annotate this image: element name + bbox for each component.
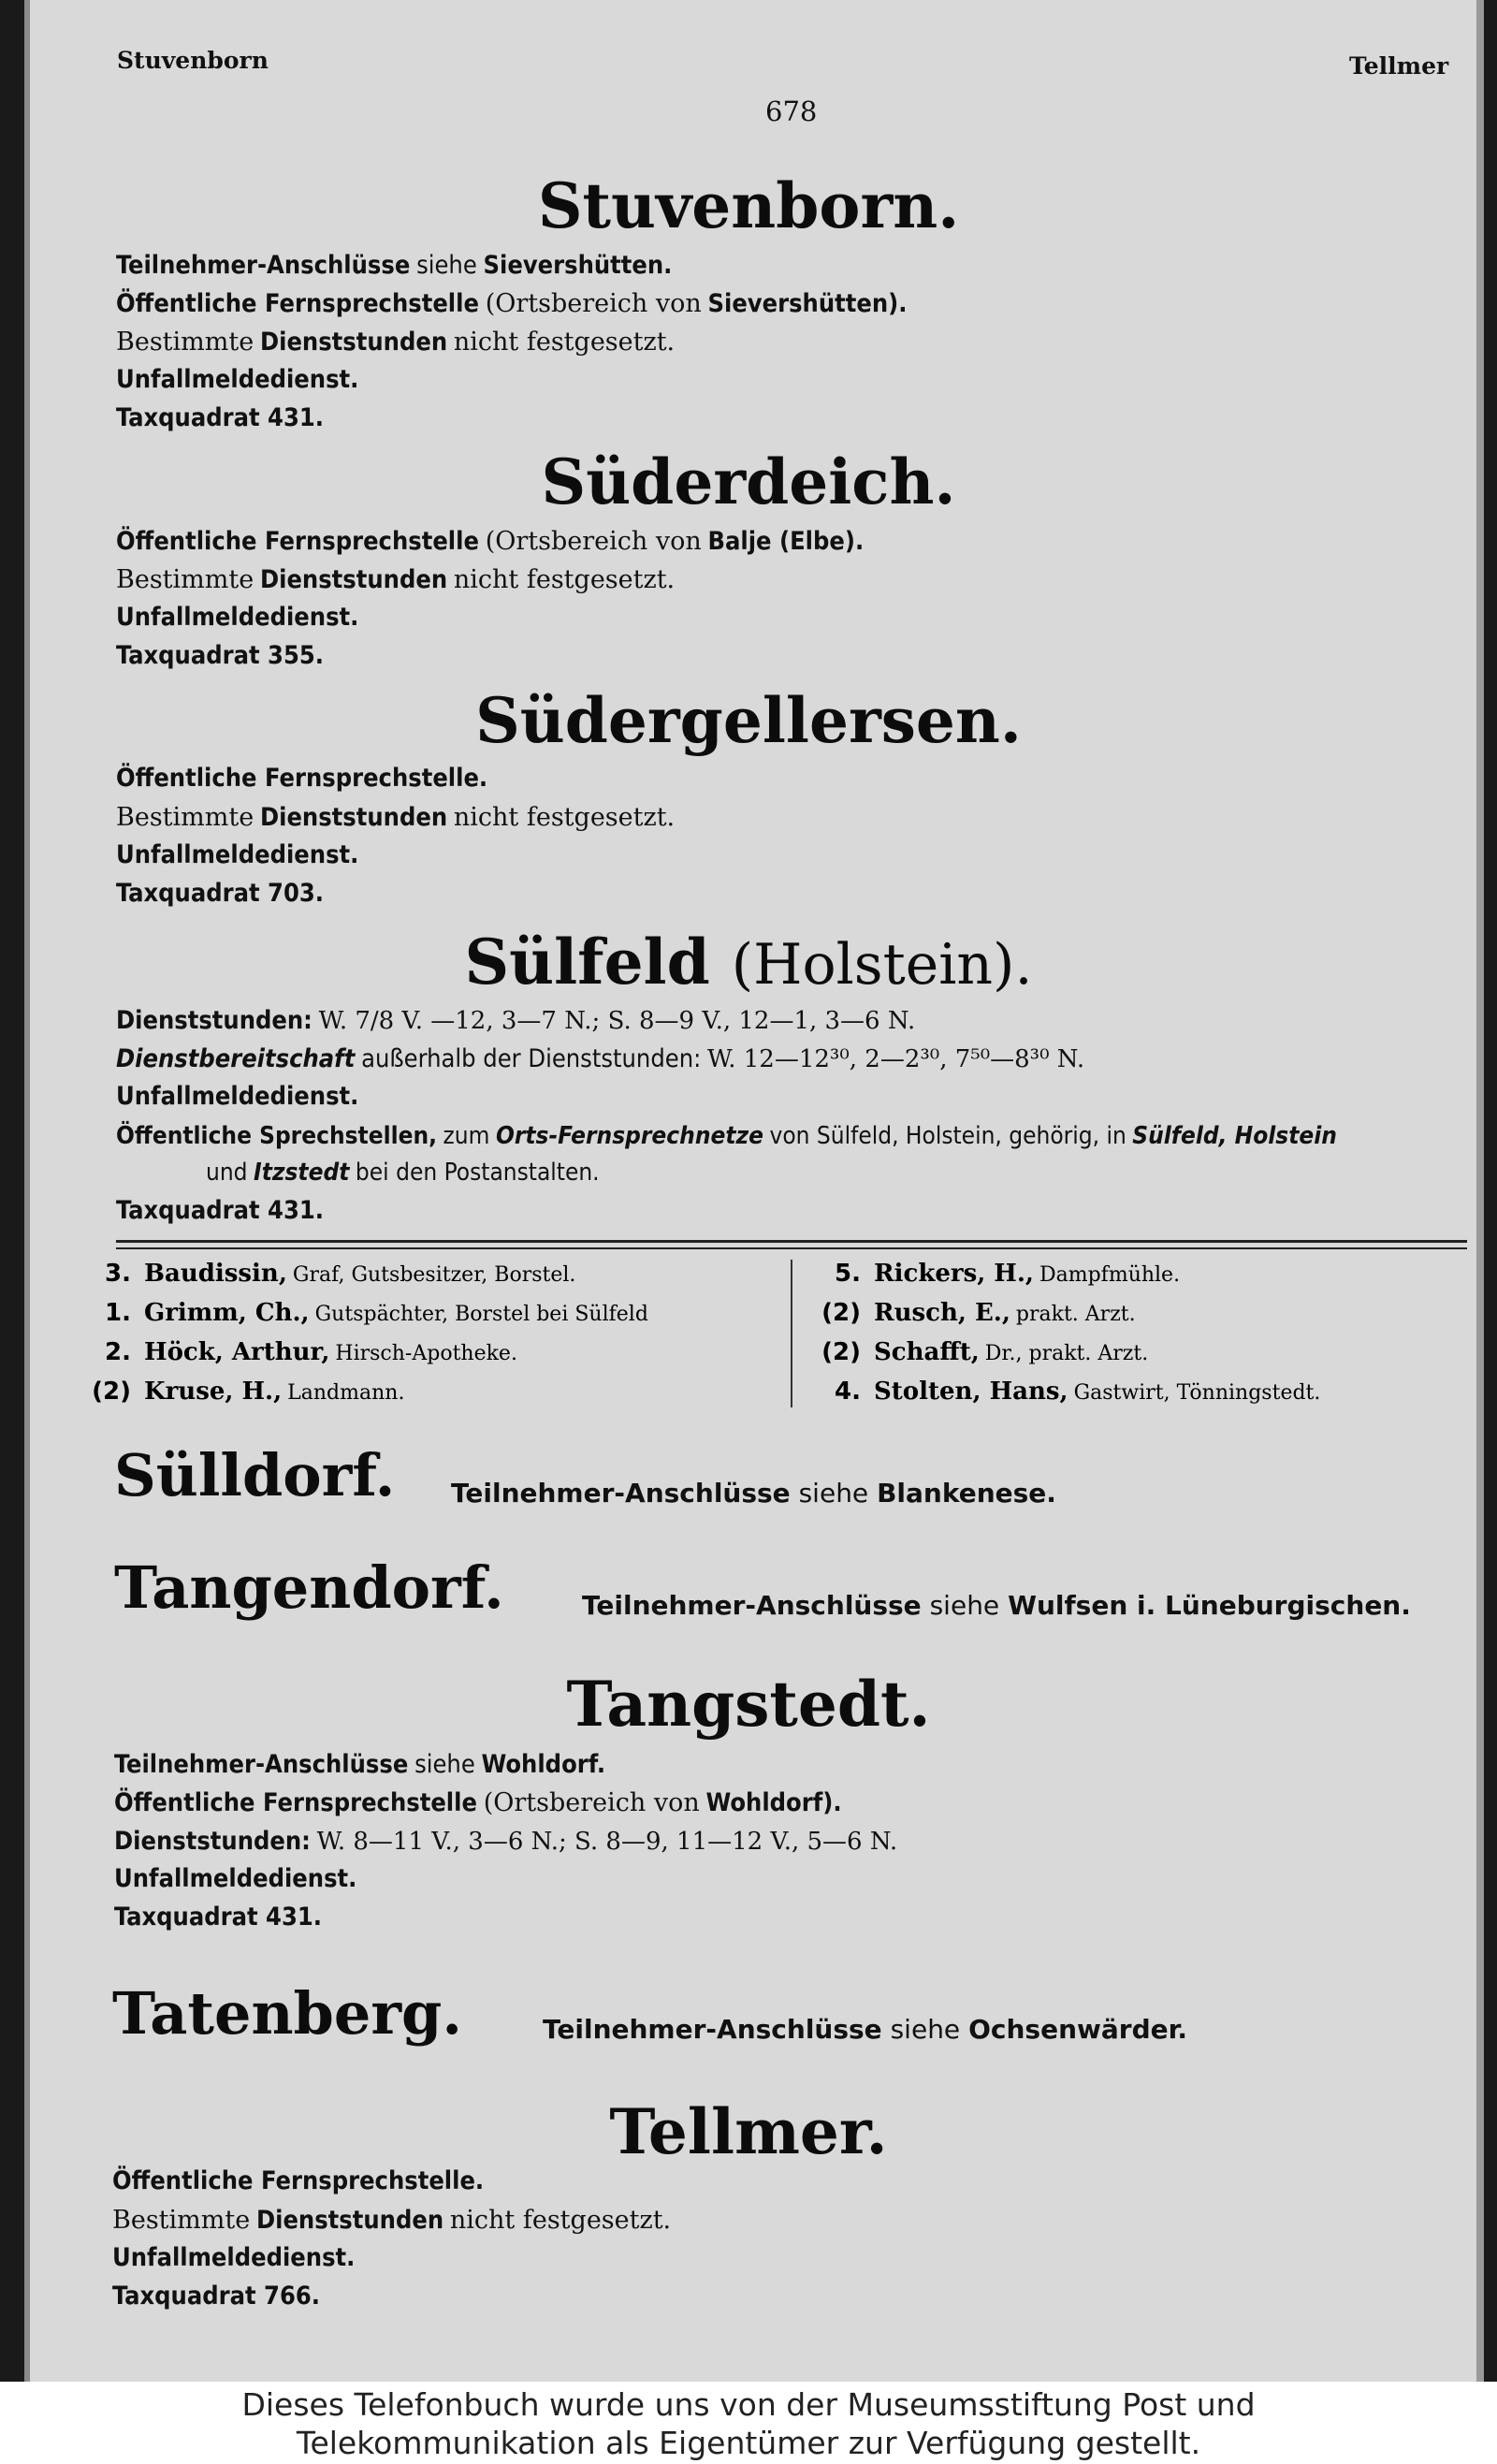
page-edge-right <box>1484 0 1497 2382</box>
stuvenborn-line-3 <box>116 326 675 358</box>
suedergellersen-line-1: Öffentliche Fernsprechstelle. <box>116 764 488 793</box>
text: bei den Postanstalten. <box>355 1159 600 1187</box>
subscriber-entry <box>75 1338 517 1368</box>
suelfeld-line-4 <box>116 1120 1337 1152</box>
subscriber-entry <box>805 1260 1180 1290</box>
place: Sievershütten). <box>707 289 908 318</box>
entry-detail: Gutspächter, Borstel bei Sülfeld <box>314 1303 648 1326</box>
tangstedt-line-4: Unfallmeldedienst. <box>114 1864 357 1893</box>
subscriber-entry <box>805 1299 1136 1329</box>
section-title-tatenberg: Tatenberg. <box>112 1979 462 2048</box>
place: Sülfeld, Holstein <box>1132 1122 1337 1150</box>
place: Wulfsen i. Lüneburgischen. <box>1008 1590 1411 1621</box>
text: siehe <box>414 1750 475 1779</box>
tellmer-line-2 <box>112 2204 671 2237</box>
hours: W. 7/8 V. —12, 3—7 N.; S. 8—9 V., 12—1, 3—6 N. <box>318 1007 916 1035</box>
footer-line-2: Telekommunikation als Eigentümer zur Verfügung gestellt. <box>296 2425 1201 2461</box>
entry-detail: Dampfmühle. <box>1039 1263 1181 1287</box>
place: Ochsenwärder. <box>968 2014 1188 2045</box>
label: Teilnehmer-Anschlüsse <box>582 1590 922 1621</box>
entry-number: 5. <box>835 1260 861 1288</box>
divider-top <box>116 1240 1467 1243</box>
section-title-suederdeich: Süderdeich. <box>541 445 956 518</box>
text: nicht festgesetzt. <box>453 565 676 594</box>
label: Öffentliche Fernsprechstelle <box>114 1788 477 1817</box>
place: Itzstedt <box>254 1159 350 1187</box>
suederdeich-line-1 <box>116 525 864 558</box>
label: Dienststunden <box>259 565 448 594</box>
suelfeld-line-1 <box>116 1004 915 1037</box>
label: Dienstbereitschaft <box>116 1044 356 1073</box>
text: außerhalb der Dienststunden: <box>361 1044 702 1073</box>
tangendorf-note <box>582 1590 1411 1622</box>
label: Dienststunden <box>259 328 448 357</box>
text: Bestimmte <box>116 565 254 594</box>
label: Dienststunden <box>259 803 448 832</box>
entry-detail: Graf, Gutsbesitzer, Borstel. <box>292 1263 576 1287</box>
entry-name: Grimm, Ch., <box>144 1299 310 1327</box>
entry-detail: Hirsch-Apotheke. <box>335 1342 517 1365</box>
entry-number: 1. <box>105 1299 131 1327</box>
text: nicht festgesetzt. <box>453 328 676 357</box>
text: und <box>206 1159 248 1187</box>
entry-name: Stolten, Hans, <box>874 1378 1068 1406</box>
entry-number: (2) <box>92 1378 131 1406</box>
label: Teilnehmer-Anschlüsse <box>451 1478 791 1509</box>
section-title-tangstedt: Tangstedt. <box>566 1668 931 1741</box>
suelfeld-line-2 <box>116 1042 1084 1075</box>
section-title-suedergellersen: Südergellersen. <box>475 684 1022 757</box>
title-main: Sülfeld <box>464 926 710 999</box>
stuvenborn-line-4: Unfallmeldedienst. <box>116 365 359 394</box>
tangstedt-line-3 <box>114 1825 897 1858</box>
suedergellersen-line-2 <box>116 801 675 834</box>
entry-detail: Gastwirt, Tönningstedt. <box>1073 1381 1321 1405</box>
suelfeld-line-3: Unfallmeldedienst. <box>116 1082 359 1111</box>
label: Dienststunden: <box>114 1827 311 1856</box>
tangstedt-line-5: Taxquadrat 431. <box>114 1903 322 1932</box>
text: Bestimmte <box>112 2206 251 2235</box>
entry-name: Baudissin, <box>144 1260 287 1288</box>
text: nicht festgesetzt. <box>449 2206 672 2235</box>
stuvenborn-line-2 <box>116 287 907 320</box>
label: Teilnehmer-Anschlüsse <box>114 1750 409 1779</box>
title-suffix: (Holstein). <box>731 932 1033 998</box>
suelldorf-note <box>451 1478 1056 1509</box>
subscriber-entry <box>75 1260 575 1290</box>
label: Orts-Fernsprechnetze <box>495 1122 764 1150</box>
suelfeld-line-6: Taxquadrat 431. <box>116 1196 324 1225</box>
page-number: 678 <box>765 95 818 127</box>
tellmer-line-4: Taxquadrat 766. <box>112 2282 320 2311</box>
stuvenborn-line-5: Taxquadrat 431. <box>116 403 324 432</box>
subscriber-entry <box>75 1378 404 1407</box>
label: Teilnehmer-Anschlüsse <box>116 251 411 280</box>
suedergellersen-line-4: Taxquadrat 703. <box>116 879 324 908</box>
subscriber-entry <box>805 1338 1148 1368</box>
entry-number: 3. <box>105 1260 131 1288</box>
section-title-stuvenborn: Stuvenborn. <box>537 169 960 242</box>
entry-number: 4. <box>835 1378 861 1406</box>
entry-name: Schafft, <box>874 1338 980 1366</box>
label: Dienststunden: <box>116 1006 312 1035</box>
page-edge-shadow-right <box>1476 0 1484 2382</box>
divider-bottom <box>116 1247 1467 1249</box>
entry-name: Höck, Arthur, <box>144 1338 330 1366</box>
footer-line-1: Dieses Telefonbuch wurde uns von der Museumsstiftung Post und <box>241 2386 1256 2423</box>
place: Blankenese. <box>877 1478 1056 1509</box>
text: siehe <box>890 2014 961 2045</box>
text: siehe <box>416 251 477 280</box>
suederdeich-line-4: Taxquadrat 355. <box>116 641 324 670</box>
suedergellersen-line-3: Unfallmeldedienst. <box>116 840 359 869</box>
column-divider <box>791 1260 792 1407</box>
text: von Sülfeld, Holstein, gehörig, in <box>769 1122 1126 1150</box>
entry-number: 2. <box>105 1338 131 1366</box>
suederdeich-line-2 <box>116 563 675 596</box>
entry-name: Kruse, H., <box>144 1378 283 1406</box>
text: zum <box>443 1122 490 1150</box>
label: Öffentliche Fernsprechstelle <box>116 289 479 318</box>
label: Öffentliche Fernsprechstelle <box>116 527 479 556</box>
stuvenborn-line-1 <box>116 249 672 282</box>
label: Öffentliche Sprechstellen, <box>116 1122 438 1150</box>
tellmer-line-1: Öffentliche Fernsprechstelle. <box>112 2166 485 2195</box>
subscriber-entry <box>75 1299 648 1329</box>
entry-detail: Dr., prakt. Arzt. <box>984 1342 1149 1365</box>
entry-detail: Landmann. <box>287 1381 405 1405</box>
hours: W. 12—12³⁰, 2—2³⁰, 7⁵⁰—8³⁰ N. <box>707 1045 1085 1073</box>
text: siehe <box>929 1590 1000 1621</box>
entry-detail: prakt. Arzt. <box>1015 1303 1136 1326</box>
subscriber-entry <box>805 1378 1320 1407</box>
page-edge-shadow-left <box>24 0 30 2382</box>
tangstedt-line-2 <box>114 1786 842 1819</box>
section-title-suelfeld <box>0 926 1497 1000</box>
text: siehe <box>798 1478 869 1509</box>
entry-number: (2) <box>821 1299 861 1327</box>
entry-name: Rickers, H., <box>874 1260 1034 1288</box>
section-title-tangendorf: Tangendorf. <box>114 1553 504 1622</box>
text: Bestimmte <box>116 328 254 357</box>
text: (Ortsbereich von <box>485 527 702 556</box>
place: Wohldorf. <box>481 1750 606 1779</box>
hours: W. 8—11 V., 3—6 N.; S. 8—9, 11—12 V., 5—6 N. <box>316 1828 898 1856</box>
tellmer-line-3: Unfallmeldedienst. <box>112 2243 356 2272</box>
place: Sievershütten. <box>483 251 673 280</box>
running-head-right: Tellmer <box>1349 52 1449 80</box>
entry-number: (2) <box>821 1338 861 1366</box>
section-title-suelldorf: Sülldorf. <box>114 1441 396 1509</box>
section-title-tellmer: Tellmer. <box>609 2095 888 2168</box>
place: Balje (Elbe). <box>707 527 865 556</box>
label: Teilnehmer-Anschlüsse <box>543 2014 882 2045</box>
label: Dienststunden <box>255 2206 444 2235</box>
provenance-footer <box>0 2382 1497 2464</box>
suederdeich-line-3: Unfallmeldedienst. <box>116 603 359 632</box>
tatenberg-note <box>543 2014 1187 2046</box>
tangstedt-line-1 <box>114 1748 605 1781</box>
entry-name: Rusch, E., <box>874 1299 1010 1327</box>
page-edge-left <box>0 0 24 2382</box>
text: Bestimmte <box>116 803 254 832</box>
text: (Ortsbereich von <box>485 289 702 318</box>
suelfeld-line-5 <box>206 1157 600 1188</box>
running-head-left: Stuvenborn <box>117 47 269 74</box>
text: (Ortsbereich von <box>483 1788 700 1817</box>
text: nicht festgesetzt. <box>453 803 676 832</box>
place: Wohldorf). <box>705 1788 842 1817</box>
